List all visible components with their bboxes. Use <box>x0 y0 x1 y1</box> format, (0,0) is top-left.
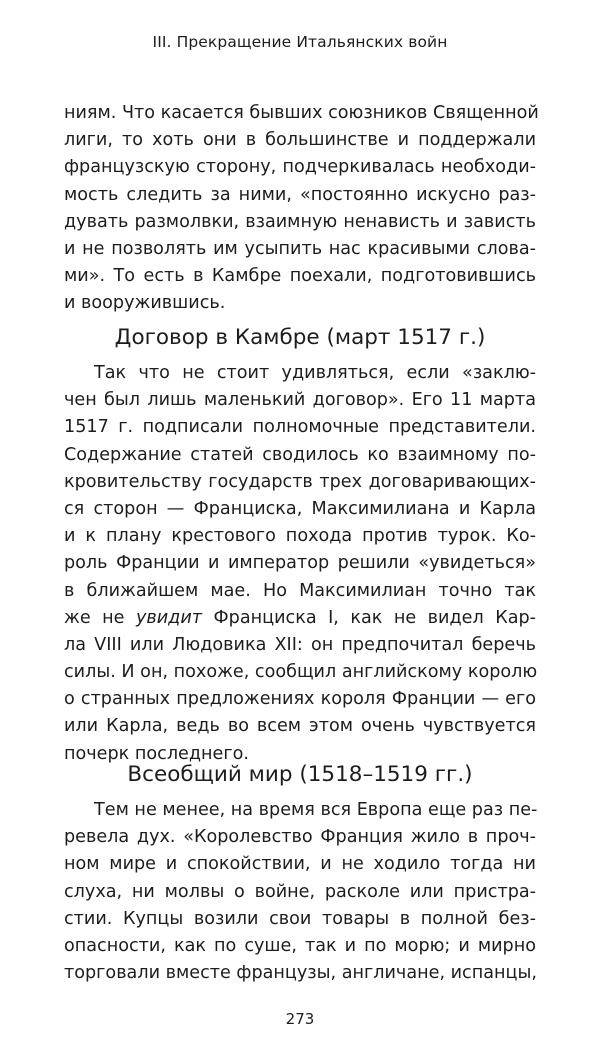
paragraph-1 <box>64 100 539 318</box>
text-line: и не позволять им усыпить нас красивыми слова- <box>64 238 536 259</box>
text-line: или Карла, ведь во всем этом очень чувствуется <box>64 716 536 737</box>
text-line: почерк последнего. <box>64 743 249 764</box>
paragraph-3 <box>64 797 536 987</box>
text-fragment: Франциска I, как не видел Кар- <box>202 607 536 628</box>
text-line: Тем не менее, на время вся Европа еще раз пе- <box>94 800 538 820</box>
page-number: 273 <box>285 1010 315 1028</box>
text-line: лиги, то хоть они в большинстве и поддержали <box>64 130 536 151</box>
section-heading-2: Всеобщий мир (1518–1519 гг.) <box>127 762 473 787</box>
text-line: дувать размолвки, взаимную ненависть и зависть <box>64 211 536 232</box>
text-line: роль Франции и император решили «увидеться» <box>64 553 536 574</box>
text-fragment: же не <box>64 607 136 628</box>
text-line: слуха, ни молвы о войне, расколе или пристра- <box>64 881 536 902</box>
text-line: мость следить за ними, «постоянно искусно раз- <box>64 184 536 205</box>
text-line-with-italic <box>64 605 536 632</box>
text-line: ми». То есть в Камбре поехали, подготовившись <box>64 266 536 287</box>
text-line: кровительству государств трех договаривающих- <box>64 471 536 492</box>
text-line: и к плану крестового похода против турок. Ко- <box>64 526 536 547</box>
text-line: ном мире и спокойствии, и не ходило тогда ни <box>64 854 536 875</box>
text-line: о странных предложениях короля Франции — его <box>64 689 536 710</box>
text-line: ла VIII или Людовика XII: он предпочитал беречь <box>64 634 536 655</box>
text-line: в ближайшем мае. Но Максимилиан точно так <box>64 580 536 601</box>
text-line: ся сторон — Франциска, Максимилиана и Карла <box>64 498 536 519</box>
text-line: Так что не стоит удивляться, если «заклю- <box>94 363 536 383</box>
text-line: Содержание статей сводилось ко взаимному по- <box>64 444 536 465</box>
running-head: III. Прекращение Итальянских войн <box>152 33 448 51</box>
text-line: чен был лишь маленький договор». Его 11 марта <box>64 390 536 411</box>
section-heading-1: Договор в Камбре (март 1517 г.) <box>114 325 486 350</box>
text-line: ниям. Что касается бывших союзников Священной <box>64 103 539 123</box>
italic-word: увидит <box>135 607 203 628</box>
paragraph-2 <box>64 360 536 768</box>
text-line: ревела дух. «Королевство Франция жило в проч- <box>64 827 536 848</box>
text-line: 1517 г. подписали полномочные представители. <box>64 417 536 438</box>
text-line: опасности, как по суше, так и по морю; и мирно <box>64 935 536 956</box>
text-line: и вооружившись. <box>64 293 226 314</box>
text-line: силы. И он, похоже, сообщил английскому королю <box>64 662 538 683</box>
text-line: стии. Купцы возили свои товары в полной без- <box>64 908 536 929</box>
text-line: торговали вместе французы, англичане, испанцы, <box>64 963 537 984</box>
text-line: французскую сторону, подчеркивалась необходи- <box>64 157 536 178</box>
